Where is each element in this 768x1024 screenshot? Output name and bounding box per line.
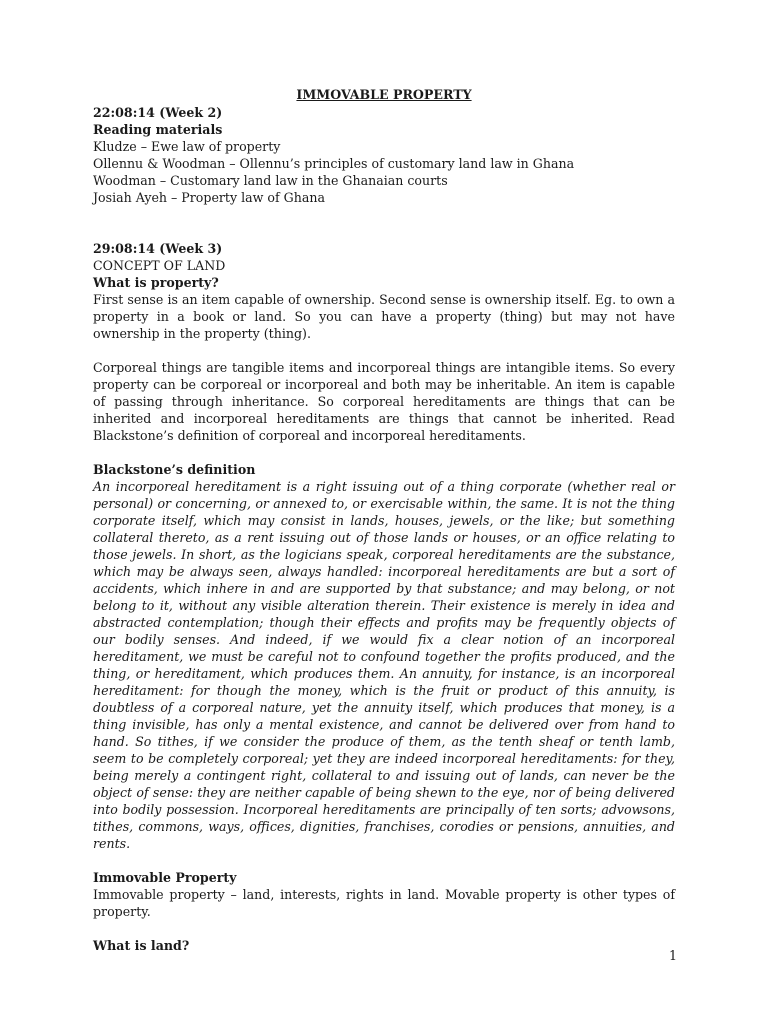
document-page (93, 86, 675, 954)
week2-date: 22:08:14 (Week 2) (93, 105, 223, 120)
reading-item: Woodman – Customary land law in the Ghanaian courts (93, 173, 448, 188)
spacer (93, 920, 675, 937)
spacer (93, 206, 675, 223)
week3-date: 29:08:14 (Week 3) (93, 241, 223, 256)
immovable-property-heading: Immovable Property (93, 870, 237, 885)
spacer (93, 852, 675, 869)
blackstone-definition-text: An incorporeal hereditament is a right issuing out of a thing corporate (whether real or personal) or concerning, or annexed to, or exercisable within, the same. It is not the thing corporate itself, which may consist in lands, houses, jewels, or the like; but something collateral thereto, as a rent issuing out of those lands or houses, or an office relating to those jewels. In short, as the logicians speak, corporeal hereditaments are the substance, which may be always seen, always handled: incorporeal hereditaments are but a sort of accidents, which inhere in and are supported by that substance; and may belong, or not belong to it, without any visible alteration therein. Their existence is merely in idea and abstracted contemplation; though their effects and profits may be frequently objects of our bodily senses. And indeed, if we would fix a clear notion of an incorporeal hereditament, we must be careful not to confound together the profits produced, and the thing, or hereditament, which produces them. An annuity, for instance, is an incorporeal hereditament: for though the money, which is the fruit or product of this annuity, is doubtless of a corporeal nature, yet the annuity itself, which produces that money, is a thing invisible, has only a mental existence, and cannot be delivered over from hand to hand. So tithes, if we consider the produce of them, as the tenth sheaf or tenth lamb, seem to be completely corporeal; yet they are indeed incorporeal hereditaments: for they, being merely a contingent right, collateral to and issuing out of lands, can never be the object of sense: they are neither capable of being shewn to the eye, nor of being delivered into bodily possession. Incorporeal hereditaments are principally of ten sorts; advowsons, tithes, commons, ways, offices, dignities, franchises, corodies or pensions, annuities, and rents. (93, 479, 675, 851)
document-title: IMMOVABLE PROPERTY (296, 87, 472, 102)
page-number: 1 (668, 948, 677, 963)
paragraph-corporeal: Corporeal things are tangible items and incorporeal things are intangible items. So every property can be corporeal or incorporeal and both may be inheritable. An item is capable of passing through inheritance. So corporeal hereditaments are things that can be inherited and incorporeal hereditaments are things that cannot be inherited. Read Blackstone’s definition of corporeal and incorporeal hereditaments. (93, 360, 675, 443)
paragraph-property-sense: First sense is an item capable of ownership. Second sense is ownership itself. Eg. to own a property in a book or land. So you can have a property (thing) but may not have ownership in the property (thing). (93, 292, 675, 341)
question-what-is-property: What is property? (93, 275, 219, 290)
spacer (93, 444, 675, 461)
reading-materials-heading: Reading materials (93, 122, 223, 137)
paragraph-immovable: Immovable property – land, interests, rights in land. Movable property is other types of property. (93, 887, 675, 919)
spacer (93, 223, 675, 240)
blackstone-heading: Blackstone’s definition (93, 462, 256, 477)
spacer (93, 342, 675, 359)
reading-item: Ollennu & Woodman – Ollennu’s principles of customary land law in Ghana (93, 156, 575, 171)
question-what-is-land: What is land? (93, 938, 190, 953)
section-heading: CONCEPT OF LAND (93, 258, 226, 273)
reading-item: Kludze – Ewe law of property (93, 139, 281, 154)
reading-item: Josiah Ayeh – Property law of Ghana (93, 190, 325, 205)
